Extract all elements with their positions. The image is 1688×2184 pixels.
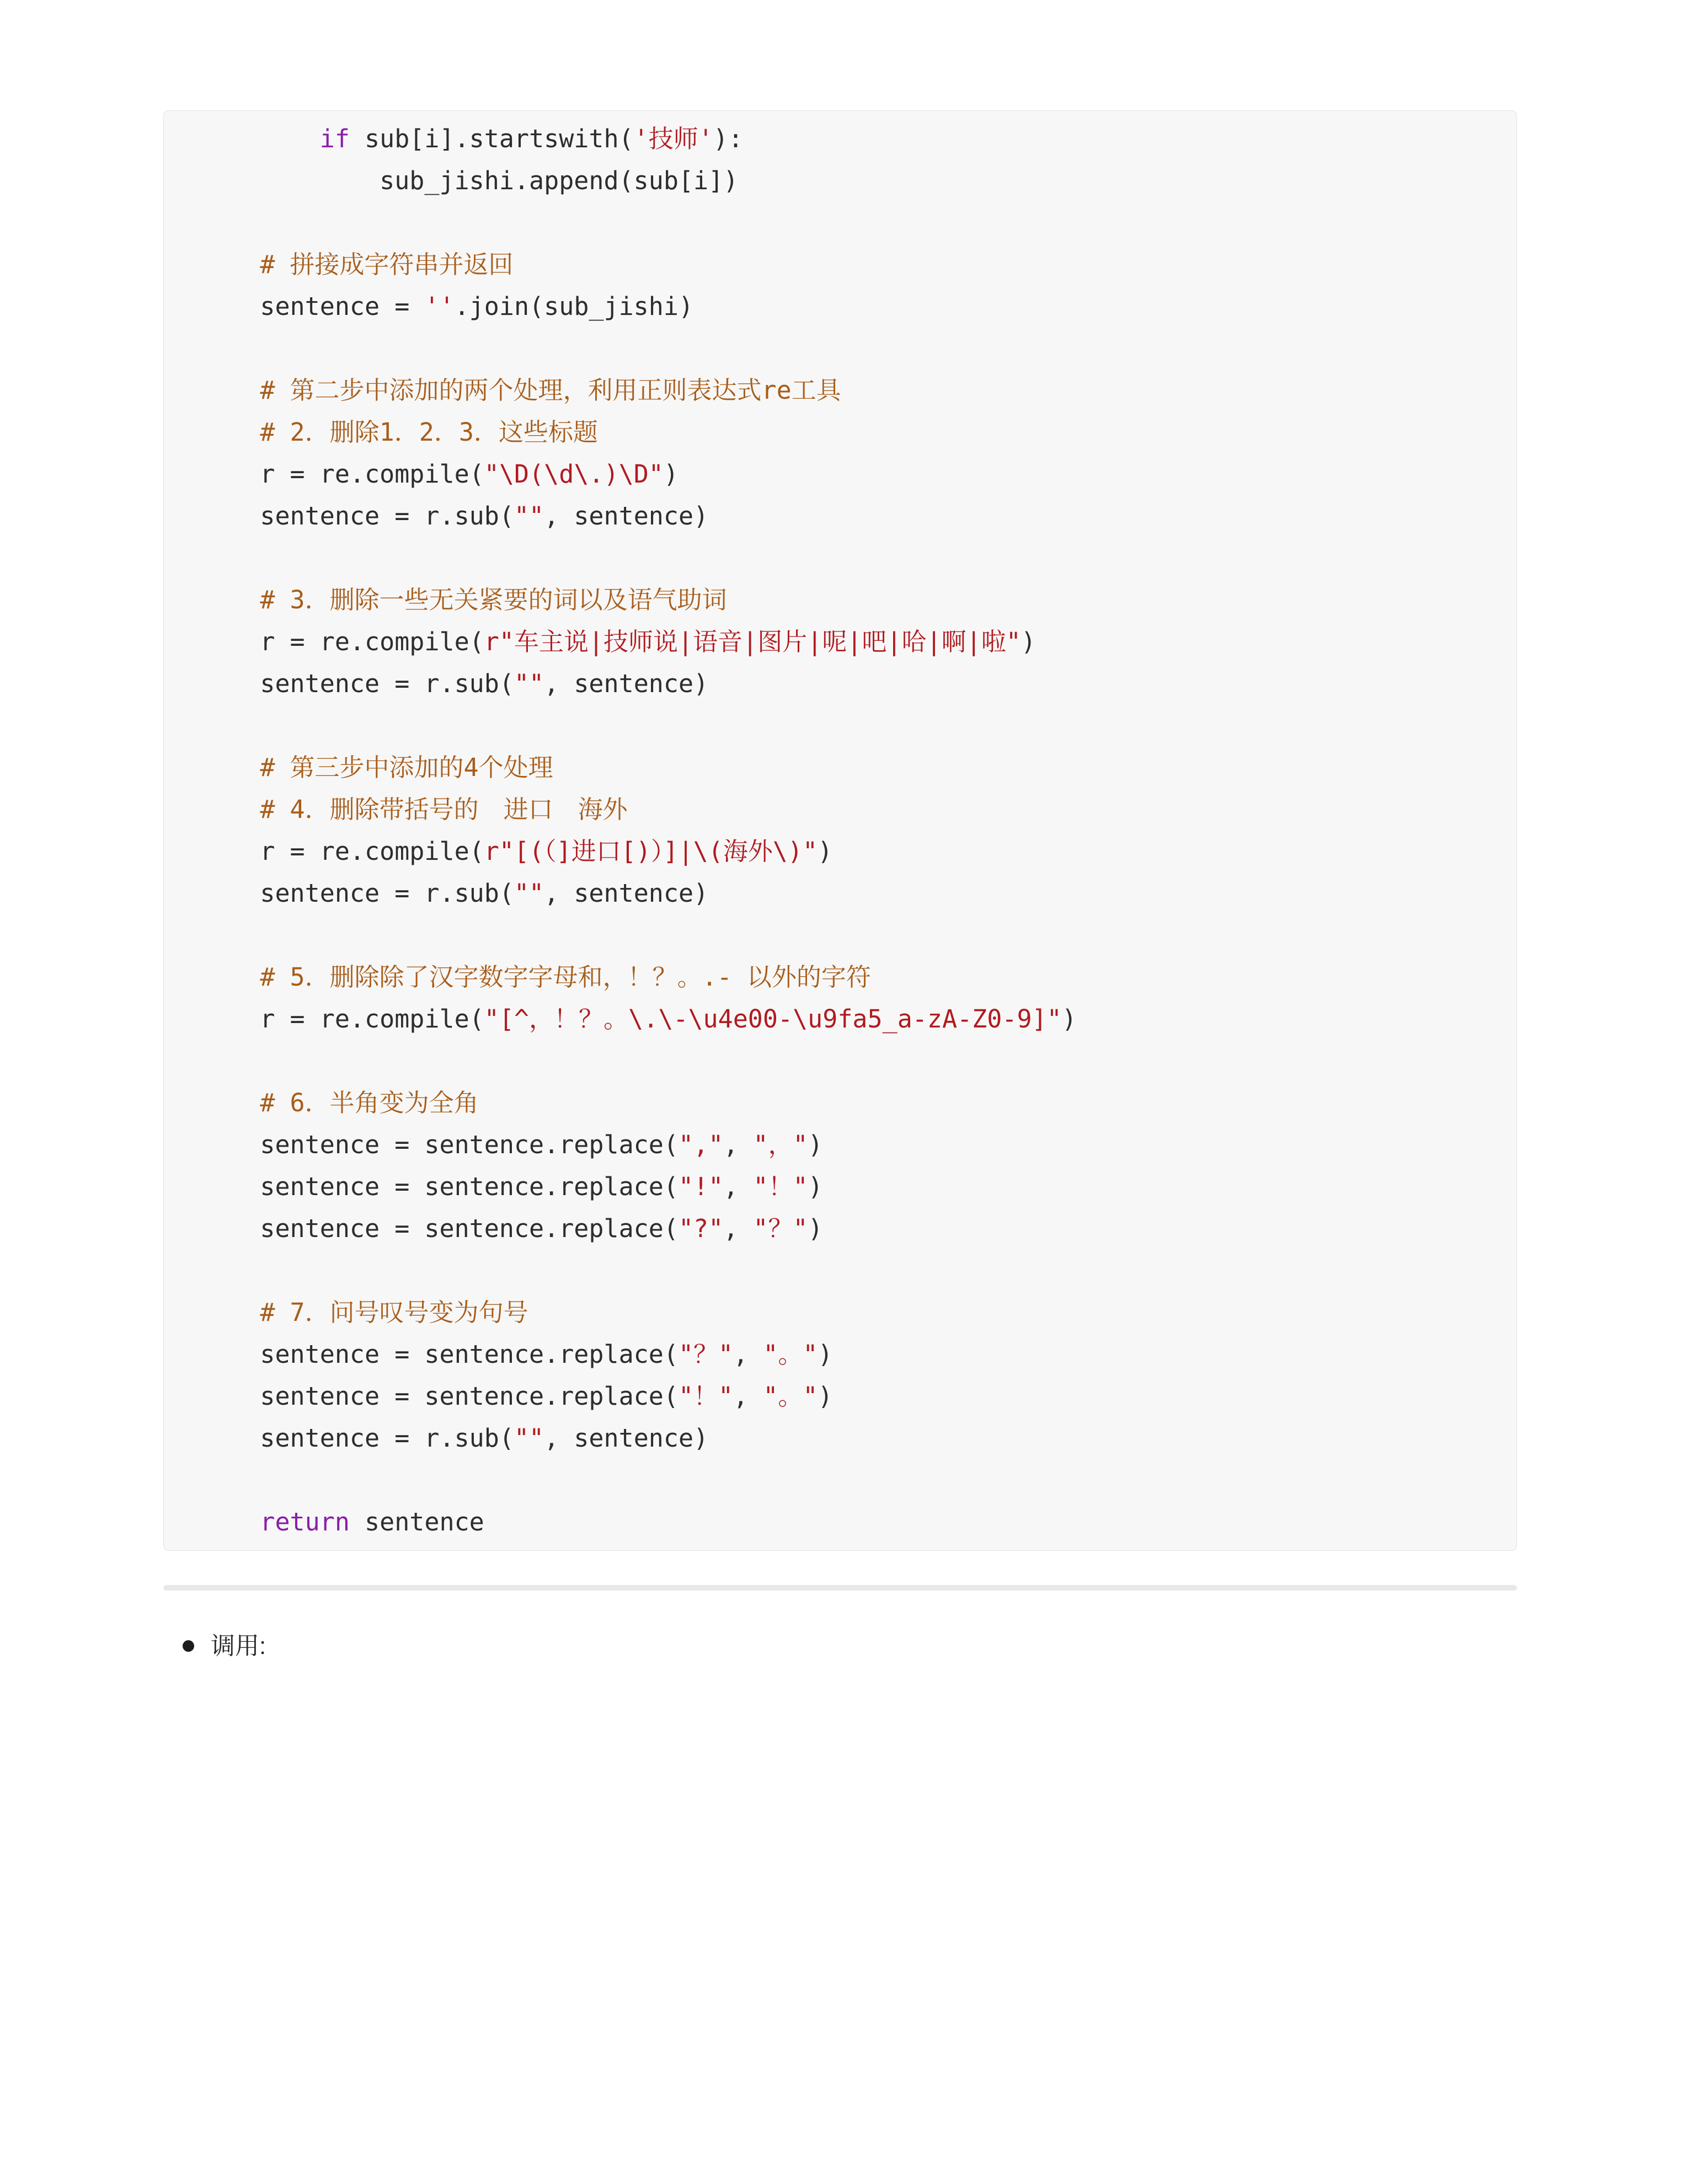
code-line xyxy=(200,1459,1494,1501)
code-line: sentence = r.sub("", sentence) xyxy=(200,879,709,908)
code-line: # 5．删除除了汉字数字字母和，！？。.- 以外的字符 xyxy=(260,962,871,992)
code-line xyxy=(200,328,1494,370)
code-line: if sub[i].startswith('技师'): xyxy=(319,124,744,153)
code-line: sentence = ''.join(sub_jishi) xyxy=(200,292,694,321)
code-line xyxy=(200,914,1494,956)
code-line xyxy=(200,202,1494,244)
code-line: sentence = sentence.replace("!", "！") xyxy=(200,1172,823,1201)
code-line: r = re.compile(r"车主说|技师说|语音|图片|呢|吧|哈|啊|啦") xyxy=(200,627,1036,656)
code-line xyxy=(200,705,1494,747)
code-line: # 拼接成字符串并返回 xyxy=(260,250,514,279)
code-line: # 7．问号叹号变为句号 xyxy=(260,1298,528,1327)
code-line: # 4．删除带括号的 进口 海外 xyxy=(260,795,628,824)
code-line: sentence = sentence.replace("？", "。") xyxy=(200,1340,833,1369)
code-content xyxy=(200,118,1494,1543)
code-line: # 6．半角变为全角 xyxy=(260,1088,479,1117)
code-line: sentence = sentence.replace(",", "，") xyxy=(200,1130,823,1159)
code-line: sub_jishi.append(sub[i]) xyxy=(200,166,739,195)
code-line: # 3．删除一些无关紧要的词以及语气助词 xyxy=(260,585,727,614)
bullet-label: 调用: xyxy=(211,1632,266,1660)
bullet-list-item xyxy=(183,1630,266,1662)
code-line xyxy=(200,1040,1494,1082)
code-line xyxy=(200,537,1494,579)
code-line: sentence = r.sub("", sentence) xyxy=(200,1423,709,1453)
section-divider xyxy=(163,1585,1517,1591)
code-line: # 第二步中添加的两个处理，利用正则表达式re工具 xyxy=(260,376,841,405)
code-line: # 第三步中添加的4个处理 xyxy=(260,753,553,782)
code-line: return sentence xyxy=(260,1507,484,1537)
code-line xyxy=(200,1250,1494,1292)
code-line: sentence = sentence.replace("！", "。") xyxy=(200,1382,833,1411)
code-line: r = re.compile("\D(\d\.)\D") xyxy=(200,459,679,489)
code-line: # 2．删除1．2．3．这些标题 xyxy=(260,417,598,447)
code-line: r = re.compile("[^，！？。\.\-\u4e00-\u9fa5_a-zA-Z0-9]") xyxy=(200,1004,1077,1034)
code-block xyxy=(163,110,1517,1551)
code-line: sentence = sentence.replace("?", "？") xyxy=(200,1214,823,1243)
bullet-icon xyxy=(183,1640,194,1652)
code-line: sentence = r.sub("", sentence) xyxy=(200,669,709,698)
code-line: r = re.compile(r"[(（]进口[)）]|\(海外\)") xyxy=(200,837,833,866)
code-line: sentence = r.sub("", sentence) xyxy=(200,501,709,531)
